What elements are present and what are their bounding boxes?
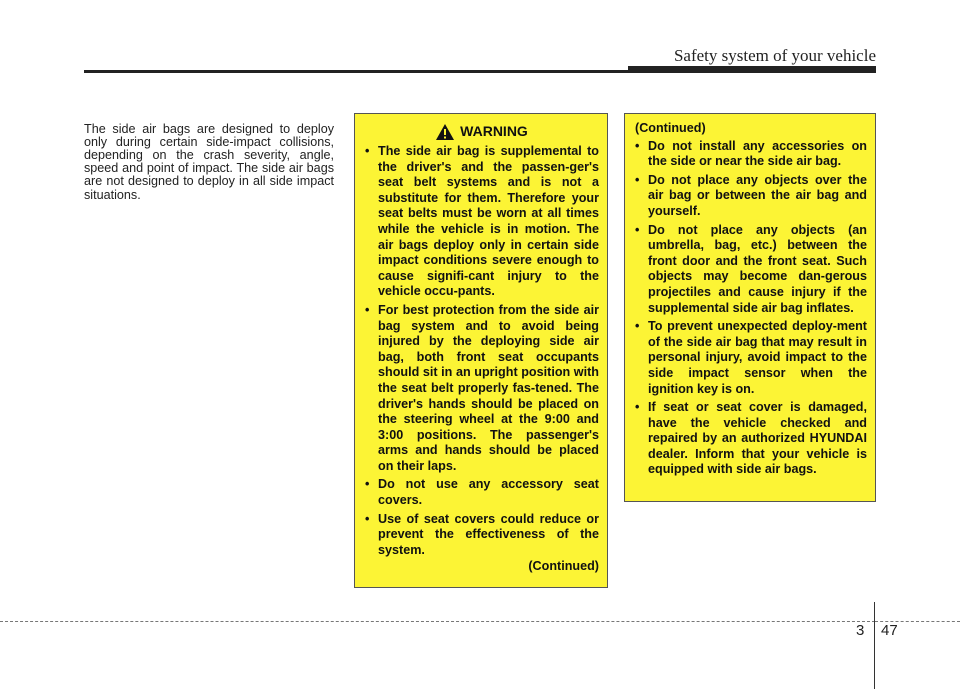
list-item: • Use of seat covers could reduce or prevent the effectiveness of the system. xyxy=(365,512,599,559)
list-item: • Do not install any accessories on the side or near the side air bag. xyxy=(635,139,867,170)
chapter-number: 3 xyxy=(856,622,865,639)
list-item: • If seat or seat cover is damaged, have the vehicle checked and repaired by an authorized HYUNDAI dealer. Inform that your vehicle is equipped with side air bags. xyxy=(635,400,867,478)
continued-label: (Continued) xyxy=(528,559,599,574)
list-item: • The side air bag is supplemental to the driver's and the passen-ger's seat belt systems and is not a substitute for them. Therefore your seat belts must be worn at all times while the vehicle is in motion. The air bags deploy only in certain side impact conditions severe enough to cause signifi-cant injury to the vehicle occu-pants. xyxy=(365,144,599,300)
list-item: • Do not place any objects (an umbrella, bag, etc.) between the front door and the front seat. Such objects may become dan-gerous projectiles and cause injury if the supplemental side air bag inflates. xyxy=(635,223,867,317)
warning-triangle-icon xyxy=(436,124,454,140)
page-number-separator xyxy=(874,602,875,689)
page-number: 47 xyxy=(881,622,898,639)
list-item: • For best protection from the side air bag system and to avoid being injured by the deploying side air bag, both front seat occupants should sit in an upright position with the seat belt properly fas-tened. The driver's hands should be placed on the steering wheel at the 9:00 and 3:00 positions. The passenger's arms and hands should be placed on their laps. xyxy=(365,303,599,475)
warning-title: WARNING xyxy=(460,123,528,140)
section-title: Safety system of your vehicle xyxy=(673,46,876,65)
list-item: • Do not place any objects over the air bag or between the air bag and yourself. xyxy=(635,173,867,220)
warning-box xyxy=(354,113,608,588)
list-item: • Do not use any accessory seat covers. xyxy=(365,477,599,508)
footer-rule xyxy=(0,621,875,622)
continued-label: (Continued) xyxy=(635,121,706,135)
list-item: • To prevent unexpected deploy-ment of the side air bag that may result in personal injury, avoid impact to the side impact sensor when the ignition key is on. xyxy=(635,319,867,397)
header-rule-accent xyxy=(628,66,876,73)
warning-header xyxy=(365,124,599,140)
continued-warning-box xyxy=(624,113,876,502)
warning-list xyxy=(365,144,599,558)
intro-paragraph: The side air bags are designed to deploy only during certain side-impact collisions, depending on the crash severity, angle, speed and point of impact. The side air bags are not designed to deploy in all side impact situations. xyxy=(84,121,334,202)
continued-warning-list xyxy=(635,139,867,478)
